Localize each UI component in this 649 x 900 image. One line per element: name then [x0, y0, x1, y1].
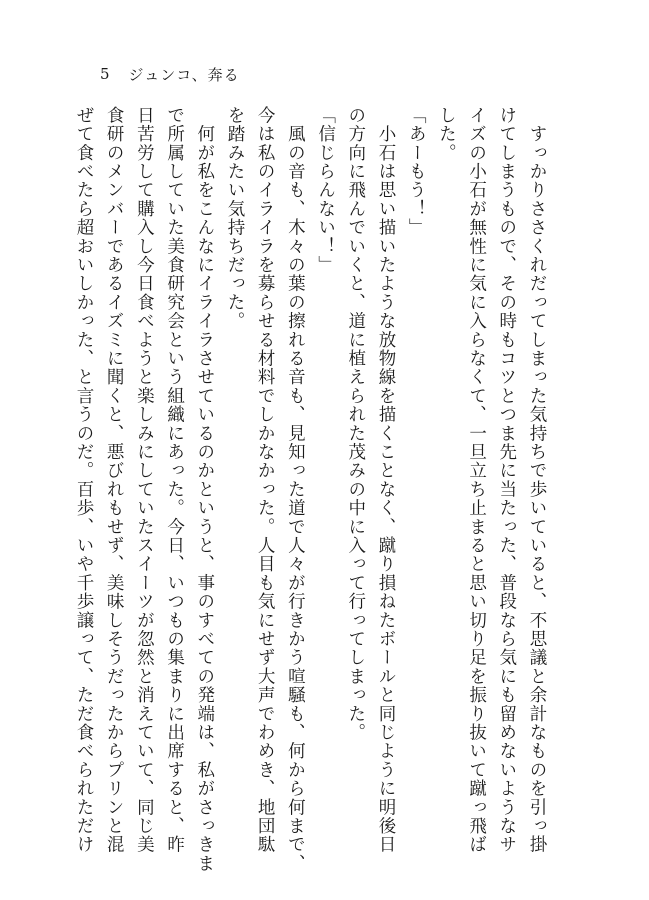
paragraph-4: 何が私をこんなにイライラさせているのかというと、事のすべての発端は、私がさっきま で所属していた美食研究会という組織にあった。今日、いつもの集まりに出席すると、昨 日苦労して購入し今日食べようと楽しみにしていたスイーツが忽然と消えていて、同じ美 食研のメンバーであるイズミに聞くと、悪びれもせず、美味しそうだったからプリンと混 ぜて食べたら超おいしかった、と言うのだ。百歩、いや千歩譲って、ただ食べられただけ — [73, 106, 215, 873]
paragraph-1: すっかりささくれだってしまった気持ちで歩いていると、不思議と余計なものを引っ掛 けてしまうもので、その時もコツとつま先に当たった、普段なら気にも留めないようなサ イズの小石が無性に気に入らなくて、一旦立ち止まると思い切り足を振り抜いて蹴っ飛ば した。 — [436, 106, 547, 855]
page-number: 5 — [100, 65, 111, 83]
dialogue-2: 「信じらんない！」 — [315, 106, 336, 275]
paragraph-3: 風の音も、木々の葉の擦れる音も、見知った道で人々が行きかう喧騒も、何から何まで、 今は私のイライラを募らせる材料でしかなかった。人目も気にせず大声でわめき、地団駄 を踏みたい気持ちだった。 — [224, 106, 306, 873]
paragraph-2: 小石は思い描いたような放物線を描くことなく、蹴り損ねたボールと同じように明後日 の方向に飛んでいくと、道に植えられた茂みの中に入って行ってしまった。 — [345, 106, 396, 854]
chapter-title: ジュンコ、奔る — [128, 65, 240, 84]
page-header — [100, 62, 240, 86]
body-text — [73, 106, 552, 873]
dialogue-1: 「あーもう！」 — [406, 106, 427, 237]
